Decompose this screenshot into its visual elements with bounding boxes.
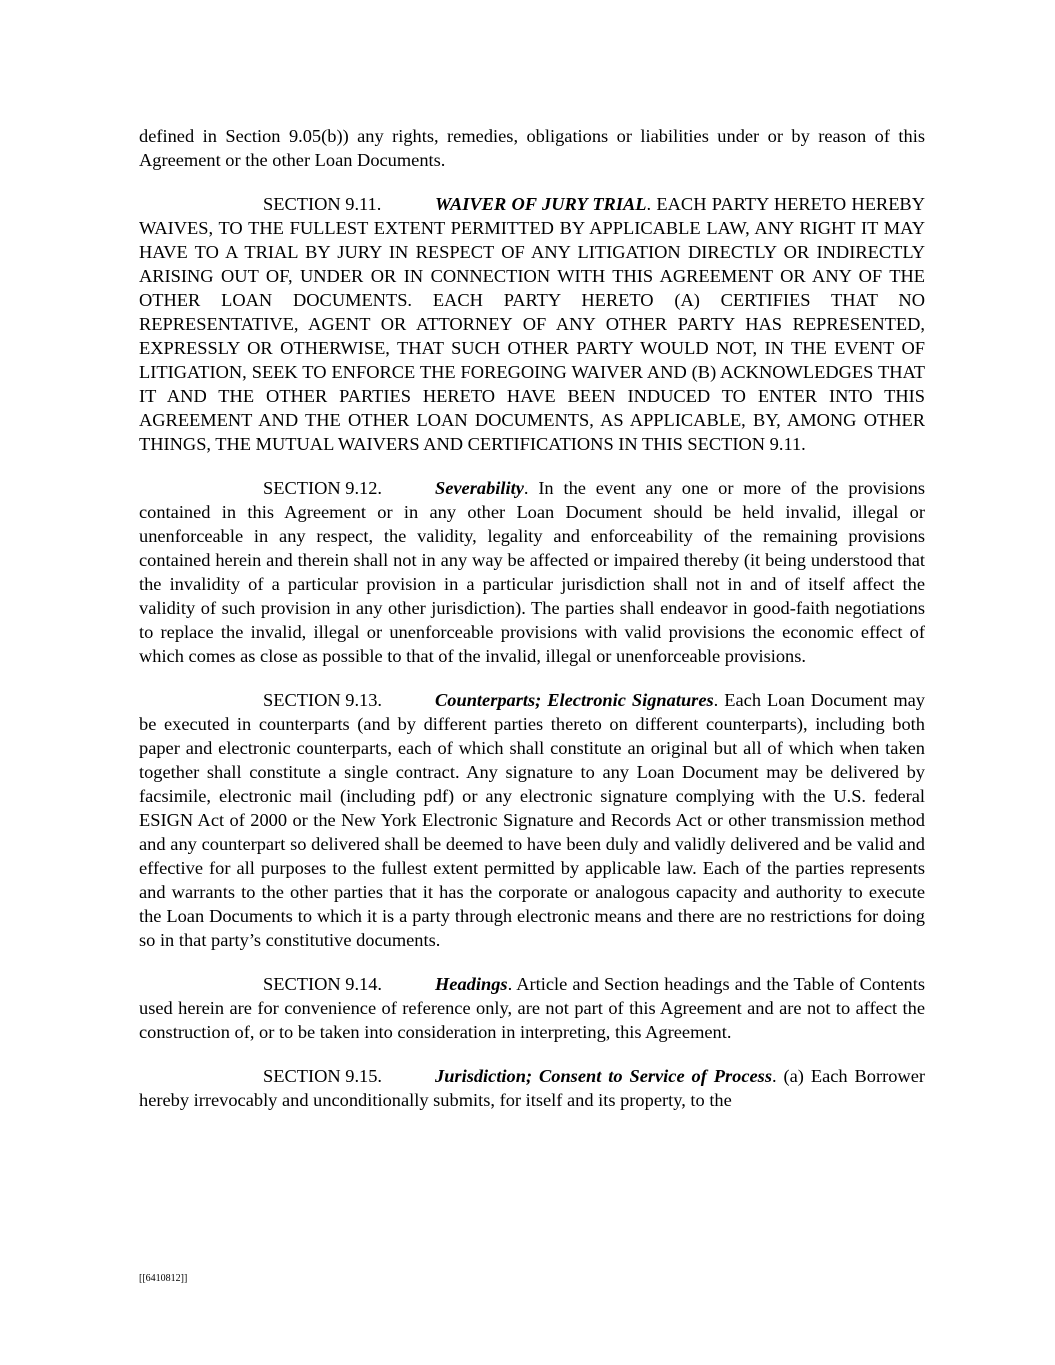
section-9-14 [139,972,925,1044]
section-number: SECTION 9.11. [263,194,382,214]
section-title: Severability [435,478,524,498]
section-body: EACH PARTY HERETO HEREBY WAIVES, TO THE FULLEST EXTENT PERMITTED BY APPLICABLE LAW, ANY RIGHT IT MAY HAVE TO A TRIAL BY JURY IN RESPECT OF ANY LITIGATION DIRECTLY OR INDIRECTLY ARISING OUT OF, UNDER OR IN CONNECTION WITH THIS AGREEMENT OR ANY OF THE OTHER LOAN DOCUMENTS. EACH PARTY HERETO (A) CERTIFIES THAT NO REPRESENTATIVE, AGENT OR ATTORNEY OF ANY OTHER PARTY HAS REPRESENTED, EXPRESSLY OR OTHERWISE, THAT SUCH OTHER PARTY WOULD NOT, IN THE EVENT OF LITIGATION, SEEK TO ENFORCE THE FOREGOING WAIVER AND (B) ACKNOWLEDGES THAT IT AND THE OTHER PARTIES HERETO HAVE BEEN INDUCED TO ENTER INTO THIS AGREEMENT AND THE OTHER LOAN DOCUMENTS, AS APPLICABLE, BY, AMONG OTHER THINGS, THE MUTUAL WAIVERS AND CERTIFICATIONS IN THIS SECTION 9.11. [139,194,925,454]
section-title-punct: . [771,1066,777,1086]
section-9-13 [139,688,925,952]
section-body: (a) Each Borrower hereby irrevocably and unconditionally submits, for itself and its property, to the [139,1066,925,1110]
section-9-15 [139,1064,925,1112]
section-title-punct: . [646,194,652,214]
section-9-11 [139,192,925,456]
section-title: Headings [435,974,508,994]
section-number: SECTION 9.13. [263,690,383,710]
section-body: Article and Section headings and the Table of Contents used herein are for convenience of reference only, are not part of this Agreement and are not to affect the construction of, or to be taken into consideration in interpreting, this Agreement. [139,974,925,1042]
section-number: SECTION 9.14. [263,974,383,994]
section-title: Counterparts; Electronic Signatures [435,690,714,710]
section-body: Each Loan Document may be executed in counterparts (and by different parties thereto on different counterparts), including both paper and electronic counterparts, each of which shall constitute an original but all of which when taken together shall constitute a single contract. Any signature to any Loan Document may be delivered by facsimile, electronic mail (including pdf) or any electronic signature complying with the U.S. federal ESIGN Act of 2000 or the New York Electronic Signature and Records Act or other transmission method and any counterpart so delivered shall be deemed to have been duly and validly delivered and be valid and effective for all purposes to the fullest extent permitted by applicable law. Each of the parties represents and warrants to the other parties that it has the corporate or analogous capacity and authority to execute the Loan Documents to which it is a party through electronic means and there are no restrictions for doing so in that party’s constitutive documents. [139,690,925,950]
section-title-punct: . [507,974,513,994]
section-title: Jurisdiction; Consent to Service of Process [435,1066,772,1086]
section-title-punct: . [713,690,719,710]
document-page [139,124,925,1132]
intro-paragraph: defined in Section 9.05(b)) any rights, remedies, obligations or liabilities under or by reason of this Agreement or the other Loan Documents. [139,126,925,170]
section-title: WAIVER OF JURY TRIAL [435,194,647,214]
section-number: SECTION 9.15. [263,1066,383,1086]
footer-doc-id: [[6410812]] [139,1273,188,1284]
section-title-punct: . [523,478,529,498]
section-number: SECTION 9.12. [263,478,383,498]
section-body: In the event any one or more of the provisions contained in this Agreement or in any other Loan Document should be held invalid, illegal or unenforceable in any respect, the validity, legality and enforceability of the remaining provisions contained herein and therein shall not in any way be affected or impaired thereby (it being understood that the invalidity of a particular provision in a particular jurisdiction shall not in and of itself affect the validity of such provision in any other jurisdiction). The parties shall endeavor in good-faith negotiations to replace the invalid, illegal or unenforceable provisions with valid provisions the economic effect of which comes as close as possible to that of the invalid, illegal or unenforceable provisions. [139,478,925,666]
section-9-12 [139,476,925,668]
